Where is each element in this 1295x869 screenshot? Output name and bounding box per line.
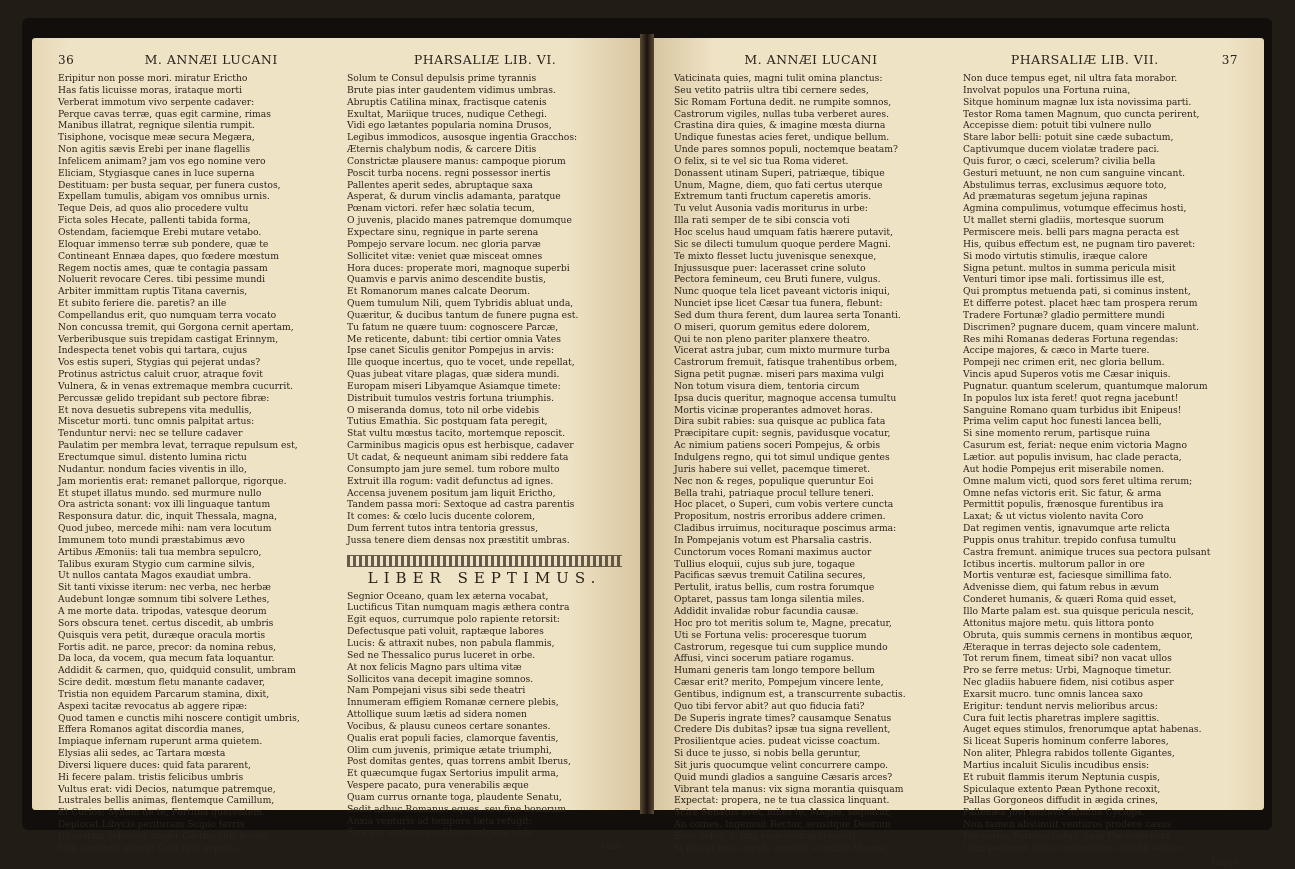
verse-line: Impiaque infernam ruperunt arma quietem. <box>58 736 263 748</box>
verse-line: Undique funestas acies feret, undique bellum. <box>674 132 890 144</box>
book-seven-title: LIBER SEPTIMUS. <box>367 568 602 587</box>
verse-line: Anxia venturis ad tempora læta refugit: <box>347 815 532 827</box>
verse-line: Extruit illa rogum: vadit defunctus ad ignes. <box>347 475 554 487</box>
left-page <box>32 38 640 854</box>
verse-line: Quid mundi gladios a sanguine Cæsaris arces? <box>674 771 893 783</box>
verse-line: Ora astricta sonant: vox illi linguaque tantum <box>58 499 271 511</box>
verse-line: Vespere pacato, pura venerabilis æque <box>347 780 529 792</box>
verse-line: Esse dolos, & fata suæ contraria menti. <box>674 831 859 842</box>
verse-line: Addidit & carmen, quo, quidquid consulit, umbram <box>58 665 296 677</box>
verse-line: Exarsit mucro. tunc omnis lancea saxo <box>963 688 1143 700</box>
verse-line: Expectare sinu, regnique in parte serena <box>347 226 539 238</box>
verse-line: Bella trahi, patriaque procul tellure teneri. <box>674 487 874 499</box>
verse-line: Mortis venturæ est, faciesque simillima fato. <box>963 570 1172 582</box>
verse-line: Tu fatum ne quære tuum: cognoscere Parcæ, <box>347 321 559 333</box>
verse-line: Quisquis vera petit, duræque oracula mortis <box>58 629 266 641</box>
verse-line: Luctificus Titan numquam magis æthera contra <box>347 602 570 614</box>
verse-line: Involvat populos una Fortuna ruina, <box>963 84 1131 96</box>
verse-line: Castrorum fremuit, fatisque trahentibus orbem, <box>674 357 898 369</box>
verse-line: Solum te Consul depulsis prime tyrannis <box>347 73 537 84</box>
verse-line: Castrorum vigiles, nullas tuba verberet aures. <box>674 108 890 120</box>
verse-line: Cura fuit lectis pharetras implere sagittis. <box>963 712 1160 724</box>
verse-line: Scire dedit. mœstum fletu manante cadaver, <box>58 677 266 689</box>
verse-line: O miseranda domus, toto nil orbe videbis <box>347 404 540 416</box>
verse-line: Æteraque in terras dejecto sole cadentem, <box>963 641 1162 653</box>
verse-line: Tisiphone, vocisque meæ secura Megæra, <box>58 132 255 144</box>
verse-line: Has fatis licuisse moras, irataque morti <box>58 84 243 96</box>
verse-line: Sors obscura tenet. certus discedit, ab umbris <box>58 617 274 629</box>
verse-line: Quas jubeat vitare plagas, quæ sidera mundi. <box>347 369 560 381</box>
verse-line: Immunem toto mundi præstabimus ævo <box>58 534 245 546</box>
verse-line: Quæritur, & ducibus tantum de funere pugna est. <box>347 309 579 321</box>
verse-line: Carminibus magicis opus est herbisque, cadaver <box>347 440 574 452</box>
verse-line: Crastina dira quies, & imagine mœsta diurna <box>674 120 886 132</box>
right-page-number: 37 <box>1221 53 1238 67</box>
verse-line: Seu vetito patriis ultra tibi cernere sedes, <box>674 84 869 96</box>
verse-line: Hoc placet, o Superi, cum vobis vertere cuncta <box>674 499 894 511</box>
verse-line: Propositum, nostris erroribus addere crimen. <box>674 511 886 523</box>
verse-line: Tenduntur nervi: nec se tellure cadaver <box>58 428 243 440</box>
verse-line: Quod tamen e cunctis mihi noscere contigit umbris, <box>58 712 300 724</box>
verse-line: Donassent utinam Superi, patriæque, tibique <box>674 167 885 179</box>
verse-line: Gesturi metuunt, ne non cum sanguine vincant. <box>963 167 1186 179</box>
verse-line: Hoc pro tot meritis solum te, Magne, precatur, <box>674 617 892 629</box>
verse-line: Quod jubeo, mercede mihi: nam vera locutum <box>58 523 272 535</box>
verse-line: Laxat; & ut victus violento navita Coro <box>963 511 1144 523</box>
right-page-columns <box>674 73 1238 869</box>
verse-line: Addidit invalidæ robur facundia causæ. <box>674 605 859 617</box>
right-running-head-book: PHARSALIÆ LIB. VII. <box>1010 52 1159 67</box>
right-running-head-author: M. ANNÆI LUCANI <box>744 52 878 67</box>
verse-line: Quem tumulum Nili, quem Tybridis abluat unda, <box>347 298 574 310</box>
verse-line: Et Romanorum manes calcate Deorum. <box>347 286 531 298</box>
verse-line: Pallenæa Jovi mutavit fulmina Cyclops. <box>963 807 1145 819</box>
verse-line: Tot rerum finem, timeat sibi? non vacat ullos <box>963 653 1172 665</box>
verse-line: De Superis ingrate times? causamque Senatus <box>674 712 892 724</box>
verse-line: Prosilientque acies. pudeat vicisse coactum. <box>674 736 881 748</box>
verse-line: It comes: & cœlo lucis ducente colorem, <box>347 511 536 523</box>
verse-line: Vincis apud Superos votis me Cæsar iniquis. <box>963 369 1171 381</box>
verse-line: Olim cum juvenis, primique ætate triumphi, <box>347 744 552 756</box>
verse-line: Pro se ferre metus: Urbi, Magnoque timetur. <box>963 665 1172 677</box>
verse-line: Si modo virtutis stimulis, iræque calore <box>963 250 1148 262</box>
verse-line: Sed dum thura ferent, dum laurea serta Tonanti. <box>674 309 901 321</box>
verse-line: Non agitis sævis Erebi per inane flagellis <box>58 144 251 156</box>
verse-line: Eripitur non posse mori. miratur Erictho <box>58 73 248 84</box>
verse-line: Ut nullos cantata Magos exaudiat umbra. <box>58 570 252 582</box>
verse-line: Sit tanti vixisse iterum: nec verba, nec herbæ <box>58 582 271 594</box>
verse-line: Advenisse diem, qui fatum rebus in ævum <box>963 582 1159 594</box>
verse-line: Æternis chalybum nodis, & carcere Ditis <box>347 144 537 156</box>
verse-line: Da loca, da vocem, qua mecum fata loquantur. <box>58 653 275 665</box>
verse-line: Et differre potest. placet hæc tam prospera rerum <box>963 298 1198 310</box>
verse-line: Fortis adit. ne parce, precor: da nomina rebus, <box>58 641 277 653</box>
verse-line: In Pompejanis votum est Pharsalia castris. <box>674 534 872 546</box>
verse-line: Illo Marte palam est. sua quisque pericula nescit, <box>963 605 1194 617</box>
verse-line: Pompejo servare locum. nec gloria parvæ <box>347 238 541 250</box>
verse-line: Non concussa tremit, qui Gorgona cernit apertam, <box>58 321 294 333</box>
verse-line: Innumeram effigiem Romanæ cernere plebis, <box>347 697 559 709</box>
verse-line: Ostendam, faciemque Erebi mutare vetabo. <box>58 226 262 238</box>
verse-line: Nam Pompejani visus sibi sede theatri <box>347 685 526 697</box>
verse-line: Cum peterent, totus venientibus obstitit æther: <box>963 842 1184 854</box>
verse-line: Auget eques stimulos, frenorumque aptat habenas. <box>963 724 1202 736</box>
verse-line: Verberibusque suis trepidam castigat Erinnym, <box>58 333 279 345</box>
verse-line: An comes. Ingemuit Rector, sensitque Deorum <box>674 819 891 831</box>
verse-line: Percussæ gelido trepidant sub pectore fibræ: <box>58 392 270 404</box>
verse-line: Pallentes aperit sedes, abruptaque saxa <box>347 179 533 191</box>
verse-line: Si liceat Superis hominum conferre labores, <box>963 736 1169 748</box>
verse-line: Sic Romam Fortuna dedit. ne rumpite somnos, <box>674 96 892 108</box>
verse-line: Martius incaluit Siculis incudibus ensis: <box>963 759 1150 771</box>
verse-line: Prima velim caput hoc funesti lancea belli, <box>963 416 1162 428</box>
verse-line: Me reticente, dabunt: tibi certior omnia Vates <box>347 333 561 345</box>
verse-line: Distribuit tumulos vestris fortuna triumphis. <box>347 392 555 404</box>
verse-line: Unde pares somnos populi, noctemque beatam? <box>674 144 898 156</box>
verse-line: Ipse canet Siculis genitor Pompejus in arvis: <box>347 345 555 357</box>
verse-line: Juris habere sui vellet, pacemque timeret. <box>674 463 871 475</box>
verse-line: Testor Roma tamen Magnum, quo cuncta perirent, <box>963 108 1200 120</box>
verse-line: Conderet humanis, & quæri Roma quid esset, <box>963 594 1177 606</box>
verse-line: Permittit populis, frænosque furentibus ira <box>963 499 1164 511</box>
verse-line: Vidi ego lætantes popularia nomina Drusos, <box>347 120 552 132</box>
verse-line: Diversi liquere duces: quid fata pararent, <box>58 759 251 771</box>
verse-line: Dira subit rabies: sua quisque ac publica fata <box>674 416 886 428</box>
verse-line: Consumpto jam jure semel. tum robore multo <box>347 463 560 475</box>
verse-line: Castra fremunt. animique truces sua pectora pulsant <box>963 546 1211 558</box>
verse-line: Sive per ambages solitas contraria visis <box>347 827 533 839</box>
verse-line: Jussa tenere diem densas nox præstitit umbras. <box>347 534 570 546</box>
right-catchword: Inque <box>1211 856 1238 868</box>
ornamental-divider <box>347 555 622 567</box>
left-page-header <box>58 52 622 67</box>
verse-line: Vibrant tela manus: vix signa morantia quisquam <box>674 783 904 795</box>
verse-line: Sollicitos vana decepit imagine somnos. <box>347 673 534 685</box>
verse-line: Accipe majores, & cæco in Marte tuere. <box>963 345 1150 357</box>
verse-line: Vocibus, & plausu cuneos certare sonantes. <box>347 720 551 732</box>
left-col2-book6-text <box>347 73 622 547</box>
verse-line: Vaticinata quies, magni tulit omina planctus: <box>674 73 883 84</box>
verse-line: Quam currus ornante toga, plaudente Senatu, <box>347 791 562 803</box>
right-page <box>654 38 1264 868</box>
verse-line: Exultat, Mariique truces, nudique Cethegi. <box>347 108 547 120</box>
verse-line: Qui promptus metuenda pati, si cominus instent, <box>963 286 1191 298</box>
verse-line: Expectat: propera, ne te tua classica linquant. <box>674 795 890 807</box>
verse-line: Asperat, & durum vinclis adamanta, paratque <box>347 191 561 203</box>
verse-line: Castrorum, regesque tui cum supplice mundo <box>674 641 888 653</box>
verse-line: Gentibus, indignum est, a transcurrente subactis. <box>674 688 906 700</box>
verse-line: Abruptis Catilina minax, fractisque catenis <box>347 96 547 108</box>
verse-line: Et subito feriere die. paretis? an ille <box>58 298 227 310</box>
verse-line: Et quæcumque fugax Sertorius impulit arma, <box>347 768 559 780</box>
verse-line: Paulatim per membra levat, terraque repulsum est, <box>58 440 298 452</box>
verse-line: Europam miseri Libyamque Asiamque timete: <box>347 380 561 392</box>
verse-line: Talibus exuram Stygio cum carmine silvis, <box>58 558 255 570</box>
verse-line: Nunc quoque tela licet paveant victoris iniqui, <box>674 286 890 298</box>
verse-line: Nudantur. nondum facies viventis in illo, <box>58 463 247 475</box>
verse-line: Vos estis superi, Stygias qui pejerat undas? <box>58 357 261 369</box>
left-page-number: 36 <box>58 53 75 67</box>
verse-line: Post domitas gentes, quas torrens ambit Iberus, <box>347 756 571 768</box>
verse-line: Quamvis e parvis animo descendite bustis, <box>347 274 546 286</box>
verse-line: Credere Dis dubitas? ipsæ tua signa revellent, <box>674 724 891 736</box>
verse-line: His, quibus effectum est, ne pugnam tiro paveret: <box>963 238 1196 250</box>
right-page-header <box>674 52 1238 67</box>
verse-line: In populos lux ista feret! quot regna jacebunt! <box>963 392 1179 404</box>
verse-line: Hoc scelus haud umquam fatis hærere putavit, <box>674 226 894 238</box>
verse-line: Infelicem animam? jam vos ego nomine vero <box>58 155 266 167</box>
verse-line: Effera Romanos agitat discordia manes, <box>58 724 245 736</box>
left-page-column-1 <box>58 73 333 855</box>
verse-line: Cæsar erit? merito, Pompejum vincere lente, <box>674 677 884 689</box>
verse-line: Ictibus incertis. multorum pallor in ore <box>963 558 1145 570</box>
verse-line: Ad præmaturas segetum jejuna rapinas <box>963 191 1148 203</box>
verse-line: Cunctorum voces Romani maximus auctor <box>674 546 872 558</box>
verse-line: Quis furor, o cæci, scelerum? civilia bella <box>963 155 1156 167</box>
verse-line: Et nova desuetis subrepens vita medullis, <box>58 404 252 416</box>
verse-line: Attonitus majore metu. quis littora ponto <box>963 617 1154 629</box>
verse-line: Verberat immotum vivo serpente cadaver: <box>58 96 255 108</box>
verse-line: Optaret, passus tam longa silentia miles. <box>674 594 865 606</box>
left-running-head-author: M. ANNÆI LUCANI <box>144 52 278 67</box>
verse-line: Res mihi Romanas dederas Fortuna regendas: <box>963 333 1179 345</box>
right-page-column-2 <box>963 73 1238 869</box>
verse-line: Segnior Oceano, quam lex æterna vocabat, <box>347 590 549 602</box>
left-running-head-book: PHARSALIÆ LIB. VI. <box>413 52 557 67</box>
verse-line: Humani generis tam longo tempore bellum <box>674 665 875 677</box>
verse-line: Aspexi tacitæ revocatus ab aggere ripæ: <box>58 700 248 712</box>
verse-line: Egit equos, currumque polo rapiente retorsit: <box>347 614 560 626</box>
verse-line: Agmina compulimus, votumque effecimus hosti, <box>963 203 1187 215</box>
verse-line: Ut mallet sterni gladiis, mortesque suorum <box>963 215 1164 227</box>
verse-line: Venturi timor ipse mali. fortissimus ille est, <box>963 274 1165 286</box>
verse-line: Et stupet illatus mundo. sed murmure nullo <box>58 487 262 499</box>
verse-line: Sedit adhuc Romanus eques. seu fine bonorum <box>347 803 567 815</box>
verse-line: Nec non & reges, populique queruntur Eoi <box>674 475 874 487</box>
verse-line: Lætior. aut populis invisum, hac clade peracta, <box>963 452 1182 463</box>
right-page-column-1 <box>674 73 949 869</box>
verse-line: Miscetur morti. tunc omnis palpitat artus: <box>58 416 255 428</box>
verse-line: Nunciet ipse licet Cæsar tua funera, flebunt: <box>674 298 883 310</box>
verse-line: Perque cavas terræ, quas egit carmine, rimas <box>58 108 271 120</box>
verse-line: Attollique suum lætis ad sidera nomen <box>347 709 527 721</box>
verse-line: Audebunt longæ somnum tibi solvere Lethes, <box>58 594 270 606</box>
verse-line: Erigitur: tendunt nervis melioribus arcus: <box>963 700 1158 712</box>
verse-line: Hi fecere palam. tristis felicibus umbris <box>58 771 244 783</box>
verse-line: Ut cadat, & nequeunt animam sibi reddere fata <box>347 452 569 463</box>
book-spread <box>22 18 1272 868</box>
verse-line: Ipsa ducis queritur, magnoque accensa tumultu <box>674 392 897 404</box>
verse-line: Permiscere meis. belli pars magna peracta est <box>963 226 1180 238</box>
verse-line: At nox felicis Magno pars ultima vitæ <box>347 661 522 673</box>
verse-line: Noluerit revocare Ceres. tibi pessime mundi <box>58 274 266 286</box>
verse-line: Scire Senatus avet, miles te, Magne, sequatur, <box>674 807 892 819</box>
verse-line: Omne malum victi, quod sors feret ultima rerum; <box>963 475 1193 487</box>
verse-line: Per varias Fortuna notas. nam Thessala rura <box>963 831 1171 842</box>
verse-line: Constrictæ plausere manus: campoque piorum <box>347 155 566 167</box>
verse-line: Brute pias inter gaudentem vidimus umbras. <box>347 84 556 96</box>
verse-line: Expellam tumulis, abigam vos omnibus urnis. <box>58 191 270 203</box>
verse-line: Responsura datur. dic, inquit Thessala, magna, <box>58 511 278 523</box>
verse-line: Eloquar immenso terræ sub pondere, quæ te <box>58 238 269 250</box>
verse-line: Injussusque puer: lacerasset crine soluto <box>674 262 866 274</box>
verse-line: Deplorat Libycis perituram Scipio terris <box>58 819 245 831</box>
verse-line: Pugnatur. quantum scelerum, quantumque malorum <box>963 380 1208 392</box>
verse-line: Si sine momento rerum, partisque ruina <box>963 428 1151 440</box>
verse-line: Signa petit pugnæ. miseri pars maxima vulgi <box>674 369 884 381</box>
verse-line: Hora duces: properate mori, magnoque superbi <box>347 262 570 274</box>
verse-line: Sic se dilecti tumulum quoque perdere Magni. <box>674 238 891 250</box>
verse-line: Vulnera, & in venas extremaque membra cucurrit. <box>58 380 293 392</box>
verse-line: Contineant Ennæa dapes, quo fœdere mœstum <box>58 250 279 262</box>
verse-line: Et Curios; Syllam de te, Fortuna querentem. <box>58 807 266 819</box>
verse-line: Nec gladiis habuere fidem, nisi cotibus asper <box>963 677 1174 689</box>
verse-line: Artibus Æmoniis: tali tua membra sepulcro, <box>58 546 262 558</box>
verse-line: Lucis: & attraxit nubes, non pabula flammis, <box>347 637 555 649</box>
verse-line: Legibus immodicos, ausosque ingentia Gracchos: <box>347 132 578 144</box>
verse-line: Si duce te jusso, si nobis bella geruntur, <box>674 748 861 760</box>
verse-line: Accensa juvenem positum jam liquit Erictho, <box>347 487 556 499</box>
verse-line: Non duce tempus eget, nil ultra fata morabor. <box>963 73 1178 84</box>
verse-line: Eliciam, Stygiasque canes in luce superna <box>58 167 255 179</box>
verse-line: Abstulimus terras, exclusimus æquore toto, <box>963 179 1167 191</box>
verse-line: Indulgens regno, qui tot simul undique gentes <box>674 452 890 463</box>
verse-line: Tandem passa mori: Sextoque ad castra parentis <box>347 499 575 511</box>
verse-line: Tu velut Ausonia vadis moriturus in urbe: <box>674 203 868 215</box>
verse-line: Pectora femineum, ceu Bruti funere, vulgus. <box>674 274 881 286</box>
verse-line: Casurum est, feriat: neque enim victoria Magno <box>963 440 1187 452</box>
verse-line: Pertulit, iratus bellis, cum rostra forumque <box>674 582 875 594</box>
verse-line: Ille quoque incertus, quo te vocet, unde repellat, <box>347 357 575 369</box>
verse-line: Stat vultu mœstus tacito, mortemque reposcit. <box>347 428 566 440</box>
verse-line: Illa rati semper de te sibi conscia voti <box>674 215 850 227</box>
verse-line: Stare labor belli: potuit sine cæde subactum, <box>963 132 1174 144</box>
verse-line: Puppis onus trahitur. trepido confusa tumultu <box>963 534 1177 546</box>
verse-line: Non tamen abstinuit venturos prodere casus <box>963 819 1172 831</box>
verse-line: Non totum visura diem, tentoria circum <box>674 380 860 392</box>
verse-line: Præcipitare cupit: segnis, pavidusque vocatur, <box>674 428 891 440</box>
verse-line: Tutius Emathia. Sic postquam fata peregit, <box>347 416 548 428</box>
verse-line: Non servituri mœret Cato fata nepotis. <box>58 842 240 854</box>
verse-line: Spiculaque extento Pæan Pythone recoxit, <box>963 783 1161 795</box>
verse-line: Tristia non equidem Parcarum stamina, dixit, <box>58 688 270 700</box>
verse-line: Accepisse diem: potuit tibi vulnere nullo <box>963 120 1152 132</box>
verse-line: Extremum tanti fructum caperetis amoris. <box>674 191 872 203</box>
verse-line: Qualis erat populi facies, clamorque faventis, <box>347 732 559 744</box>
left-page-column-2 <box>347 73 622 855</box>
verse-line: Elysias alii sedes, ac Tartara mœsta <box>58 748 226 760</box>
verse-line: Sollicitet vitæ: veniet quæ misceat omnes <box>347 250 543 262</box>
left-col2-book7-text <box>347 591 622 840</box>
verse-line: Manibus illatrat, regnique silentia rumpit. <box>58 120 255 132</box>
verse-line: Dat regimen ventis, ignavumque arte relicta <box>963 523 1170 535</box>
verse-line: Cladibus irruimus, nocituraque poscimus arma: <box>674 523 897 535</box>
verse-line: Uti se Fortuna velis: proceresque tuorum <box>674 629 867 641</box>
verse-line: O felix, si te vel sic tua Roma videret. <box>674 155 849 167</box>
verse-line: Erectumque simul. distento lumina rictu <box>58 452 247 463</box>
book-gutter <box>640 34 654 814</box>
verse-line: Sit juris quocumque velint concurrere campo. <box>674 759 889 771</box>
right-col2-text <box>963 73 1238 855</box>
verse-line: Unum, Magne, diem, quo fati certus uterque <box>674 179 883 191</box>
verse-line: Tullius eloquii, cujus sub jure, togaque <box>674 558 855 570</box>
verse-line: O miseri, quorum gemitus edere dolorem, <box>674 321 870 333</box>
verse-line: Qui te non pleno pariter planxere theatro. <box>674 333 870 345</box>
verse-line: Infaustam sobolem. major Carthaginis hostis, <box>58 831 271 842</box>
verse-line: Arbiter immittam ruptis Titana cavernis, <box>58 286 248 298</box>
verse-line: Compellandus erit, quo numquam terra vocato <box>58 309 277 321</box>
verse-line: Ac nimium patiens soceri Pompejus, & orbis <box>674 440 881 452</box>
verse-line: Teque Deis, ad quos alio procedere vultu <box>58 203 249 215</box>
verse-line: Destituam: per busta sequar, per funera custos, <box>58 179 281 191</box>
verse-line: Jam morientis erat: remanet pallorque, rigorque. <box>58 475 287 487</box>
verse-line: Aut hodie Pompejus erit miserabile nomen. <box>963 463 1165 475</box>
verse-line: Signa petunt. multos in summa pericula misit <box>963 262 1176 274</box>
verse-line: Vicerat astra jubar, cum mixto murmure turba <box>674 345 890 357</box>
verse-line: Sanguine Romano quam turbidus ibit Enipeus! <box>963 404 1182 416</box>
verse-line: Non aliter, Phlegra rabidos tollente Gigantes, <box>963 748 1175 760</box>
left-catchword: Vati- <box>600 841 622 853</box>
verse-line: Captivumque ducem violatæ tradere paci. <box>963 144 1160 156</box>
verse-line: Quo tibi fervor abit? aut quo fiducia fati? <box>674 700 865 712</box>
verse-line: Regem noctis ames, quæ te contagia passam <box>58 262 268 274</box>
verse-line: Discrimen? pugnare ducem, quam vincere malunt. <box>963 321 1200 333</box>
verse-line: Pallas Gorgoneos diffudit in ægida crines, <box>963 795 1159 807</box>
verse-line: Poscit turba nocens. regni possessor inertis <box>347 167 551 179</box>
verse-line: Si placet hoc, inquit, cunctis, si milite Magno, <box>674 842 888 854</box>
verse-line: A me morte data. tripodas, vatesque deorum <box>58 605 267 617</box>
verse-line: Pœnam victori. refer hæc solatia tecum, <box>347 203 535 215</box>
verse-line: Et rubuit flammis iterum Neptunia cuspis, <box>963 771 1161 783</box>
verse-line: Vultus erat: vidi Decios, natumque patremque, <box>58 783 276 795</box>
verse-line: Sitque hominum magnæ lux ista novissima parti. <box>963 96 1192 108</box>
verse-line: Sed ne Thessalico purus luceret in orbe. <box>347 649 536 661</box>
verse-line: Ficta soles Hecate, pallenti tabida forma, <box>58 215 251 227</box>
verse-line: Omne nefas victoris erit. Sic fatur, & arma <box>963 487 1162 499</box>
verse-line: Affusi, vinci socerum patiare rogamus. <box>674 653 854 665</box>
verse-line: Te mixto flesset luctu juvenisque senexque, <box>674 250 877 262</box>
verse-line: Defectusque pati voluit, raptæque labores <box>347 626 544 638</box>
verse-line: Pacificas sævus tremuit Catilina secures, <box>674 570 866 582</box>
verse-line: Indespecta tenet vobis qui tartara, cujus <box>58 345 248 357</box>
verse-line: Pompeji nec crimen erit, nec gloria bellum. <box>963 357 1165 369</box>
verse-line: Dum ferrent tutos intra tentoria gressus, <box>347 523 538 535</box>
verse-line: Lustrales bellis animas, flentemque Camillum, <box>58 795 275 807</box>
verse-line: Tradere Fortunæ? gladio permittere mundi <box>963 309 1165 321</box>
verse-line: Obruta, quis summis cernens in montibus æquor, <box>963 629 1193 641</box>
verse-line: Protinus astrictus caluit cruor, atraque fovit <box>58 369 263 381</box>
verse-line: O juvenis, placido manes patremque domumque <box>347 215 572 227</box>
verse-line: Mortis vicinæ properantes admovet horas. <box>674 404 873 416</box>
left-page-columns <box>58 73 622 855</box>
